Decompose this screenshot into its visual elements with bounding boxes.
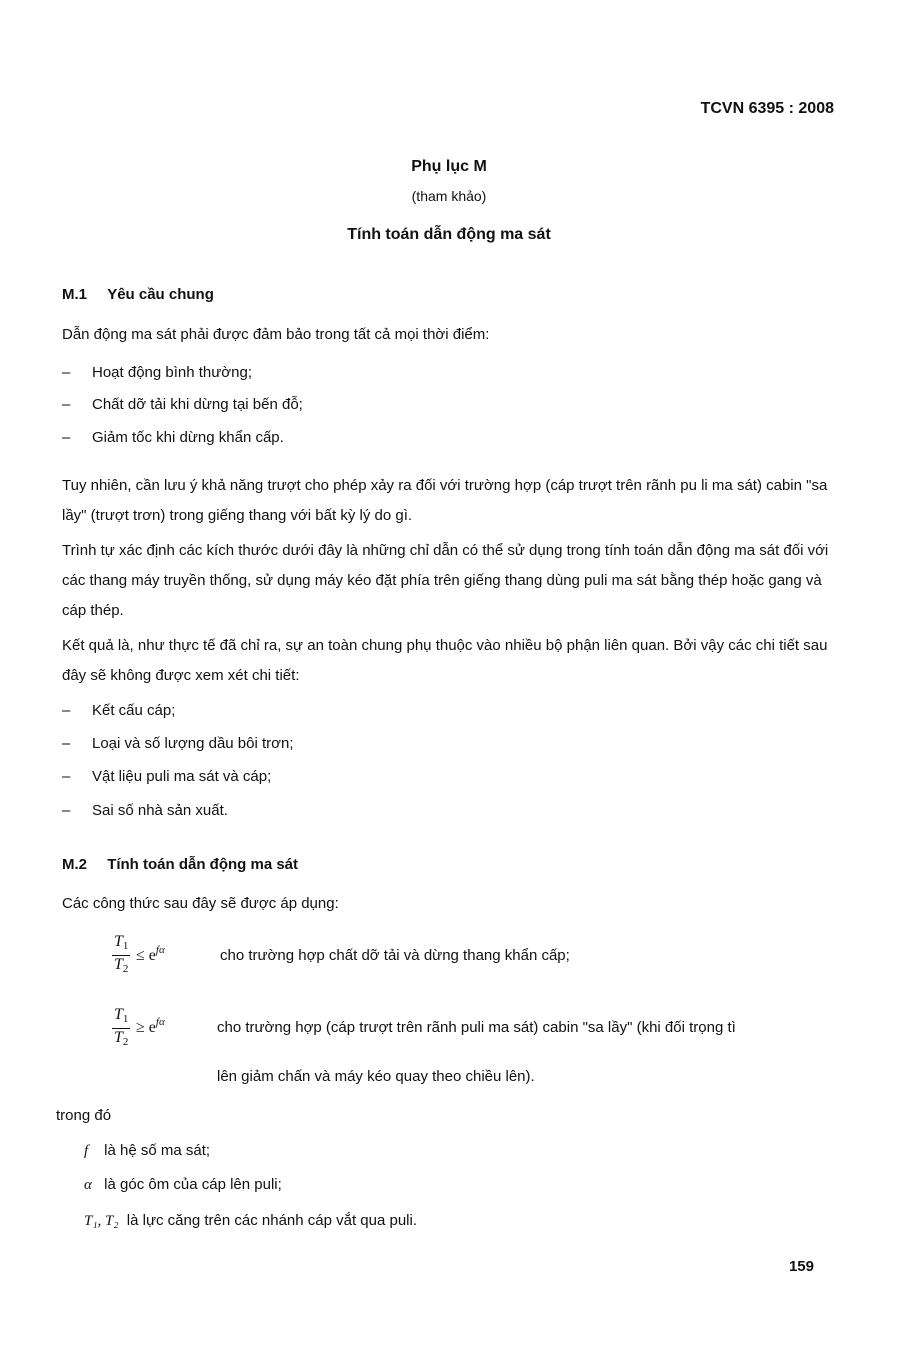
formula-1-description: cho trường hợp chất dỡ tải và dừng thang khẩn cấp; [220, 947, 570, 964]
section-m2-title: Tính toán dẫn động ma sát [107, 856, 299, 873]
definition-symbol: f [84, 1143, 89, 1159]
appendix-subtitle: Tính toán dẫn động ma sát [347, 226, 551, 243]
list-item: – Kết cấu cáp; [62, 702, 176, 719]
definition-text: là góc ôm của cáp lên puli; [104, 1176, 282, 1193]
formula-1-relation: ≤ $e^{f\alpha}$ [136, 944, 165, 964]
definition-row [84, 1176, 282, 1194]
section-m1-number: M.1 [62, 286, 88, 303]
m1-intro: Dẫn động ma sát phải được đảm bảo trong tất cả mọi thời điểm: [62, 326, 490, 343]
formula-2-description-line-1: cho trường hợp (cáp trượt trên rãnh puli ma sát) cabin "sa lầy" (khi đối trọng tì [217, 1019, 736, 1036]
formula-2-fraction [112, 1006, 130, 1051]
page-number: 159 [788, 1258, 814, 1275]
m1-paragraph-1: Tuy nhiên, cần lưu ý khả năng trượt cho phép xảy ra đối với trường hợp (cáp trượt trên rãnh pu li ma sát) cabin "sa lầy" (trượt trơn) trong giếng thang với bất kỳ lý do gì. [62, 477, 828, 524]
appendix-note: (tham khảo) [411, 188, 487, 204]
list-item: – Loại và số lượng dầu bôi trơn; [62, 735, 294, 752]
definition-symbol: α [84, 1177, 92, 1193]
list-item: – Giảm tốc khi dừng khẩn cấp. [62, 429, 284, 446]
standard-code: TCVN 6395 : 2008 [700, 100, 834, 117]
formula-2-denominator: $T_2$ [114, 1029, 129, 1048]
formula-1-fraction [112, 933, 130, 978]
definition-text: là hệ số ma sát; [104, 1142, 211, 1159]
m2-intro: Các công thức sau đây sẽ được áp dụng: [62, 895, 339, 912]
formula-2-relation: ≥ $e^{f\alpha}$ [136, 1016, 165, 1036]
definition-symbol: T₁, T₂ [84, 1213, 119, 1229]
formula-1-numerator: $T_1$ [114, 933, 129, 952]
formula-2-description-line-2: lên giảm chấn và máy kéo quay theo chiều lên). [217, 1068, 535, 1085]
definition-row [84, 1212, 417, 1230]
list-item: – Sai số nhà sản xuất. [62, 802, 228, 819]
m1-paragraph-3: Kết quả là, như thực tế đã chỉ ra, sự an toàn chung phụ thuộc vào nhiều bộ phận liên quan. Bởi vậy các chi tiết sau đây sẽ không được xem xét chi tiết: [62, 637, 828, 684]
list-item: – Hoạt động bình thường; [62, 364, 252, 381]
list-item: – Vật liệu puli ma sát và cáp; [62, 768, 272, 785]
section-m1-title: Yêu cầu chung [107, 286, 214, 303]
definition-row [84, 1142, 210, 1160]
section-m1-heading [62, 286, 214, 303]
definition-text: là lực căng trên các nhánh cáp vắt qua puli. [126, 1212, 418, 1229]
where-label: trong đó [56, 1107, 112, 1124]
list-item: – Chất dỡ tải khi dừng tại bến đỗ; [62, 396, 303, 413]
formula-2-numerator: $T_1$ [114, 1006, 129, 1025]
section-m2-heading [62, 856, 298, 873]
appendix-title: Phụ lục M [411, 158, 487, 175]
formula-1-denominator: $T_2$ [114, 956, 129, 975]
section-m2-number: M.2 [62, 856, 88, 873]
m1-paragraph-2: Trình tự xác định các kích thước dưới đây là những chỉ dẫn có thể sử dụng trong tính toán dẫn động ma sát đối với các thang máy truyền thống, sử dụng máy kéo đặt phía trên giếng thang dùng puli ma sát bằng thép hoặc gang và cáp thép. [62, 542, 829, 619]
